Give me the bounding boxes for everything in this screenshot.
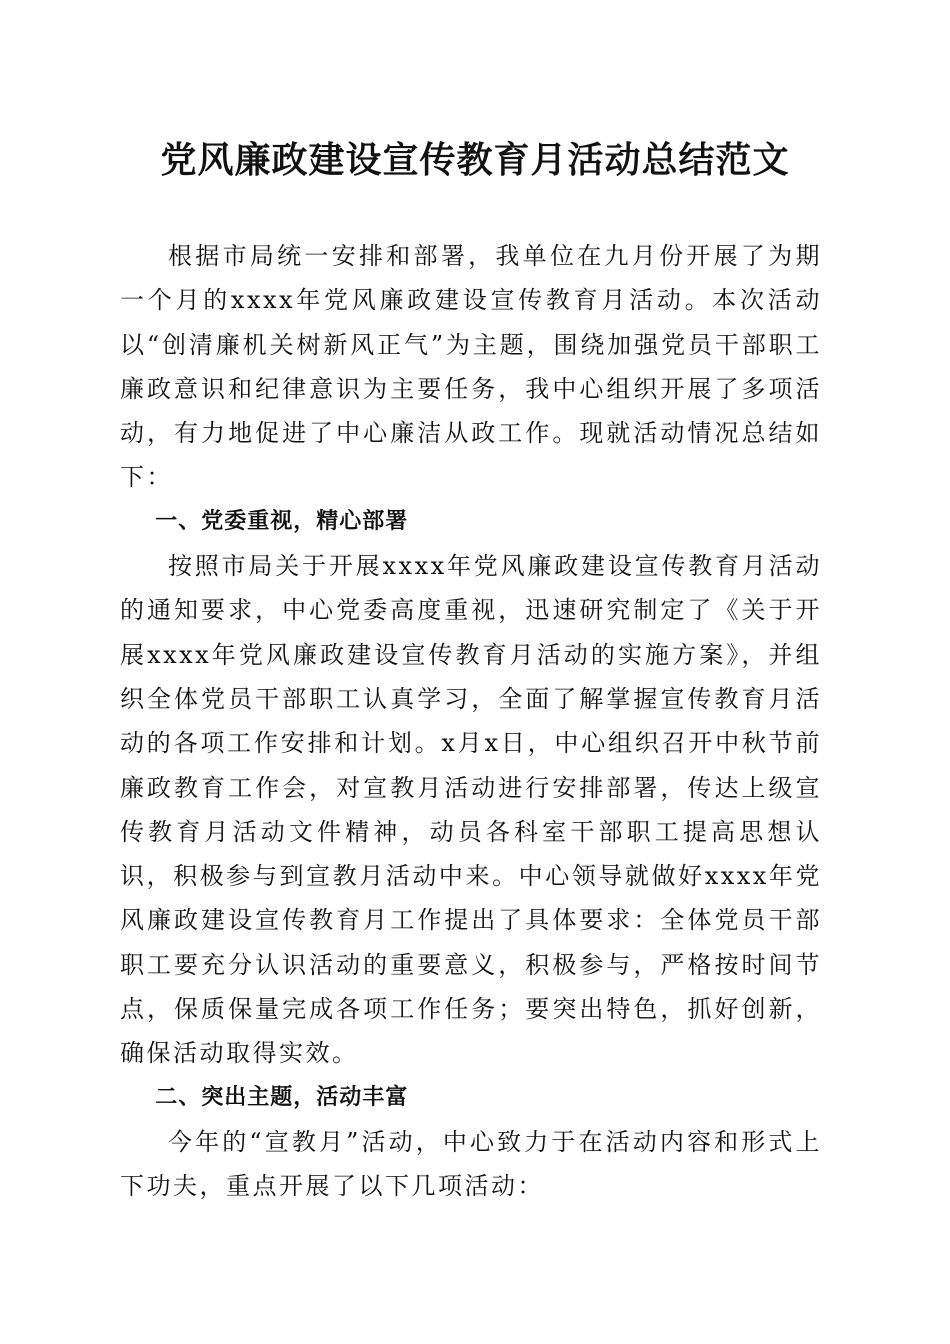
- section-1-paragraph: 按照市局关于开展xxxx年党风廉政建设宣传教育月活动的通知要求，中心党委高度重视，迅速研究制定了《关于开展xxxx年党风廉政建设宣传教育月活动的实施方案》，并组织全体党员干部职工认真学习，全面了解掌握宣传教育月活动的各项工作安排和计划。x月x日，中心组织召开中秋节前廉政教育工作会，对宣教月活动进行安排部署，传达上级宣传教育月活动文件精神，动员各科室干部职工提高思想认识，积极参与到宣教月活动中来。中心领导就做好xxxx年党风廉政建设宣传教育月工作提出了具体要求：全体党员干部职工要充分认识活动的重要意义，积极参与，严格按时间节点，保质保量完成各项工作任务；要突出特色，抓好创新，确保活动取得实效。: [120, 552, 822, 1068]
- section-heading-2: 二、突出主题，活动丰富: [155, 1084, 409, 1110]
- document-title: 党风廉政建设宣传教育月活动总结范文: [160, 139, 790, 181]
- document-body: [120, 234, 822, 1209]
- section-heading-1: 一、党委重视，精心部署: [155, 508, 409, 534]
- intro-paragraph: 根据市局统一安排和部署，我单位在九月份开展了为期一个月的xxxx年党风廉政建设宣传教育月活动。本次活动以“创清廉机关树新风正气”为主题，围绕加强党员干部职工廉政意识和纪律意识为主要任务，我中心组织开展了多项活动，有力地促进了中心廉洁从政工作。现就活动情况总结如下：: [120, 242, 822, 492]
- section-2-paragraph: 今年的“宣教月”活动，中心致力于在活动内容和形式上下功夫，重点开展了以下几项活动：: [120, 1127, 822, 1201]
